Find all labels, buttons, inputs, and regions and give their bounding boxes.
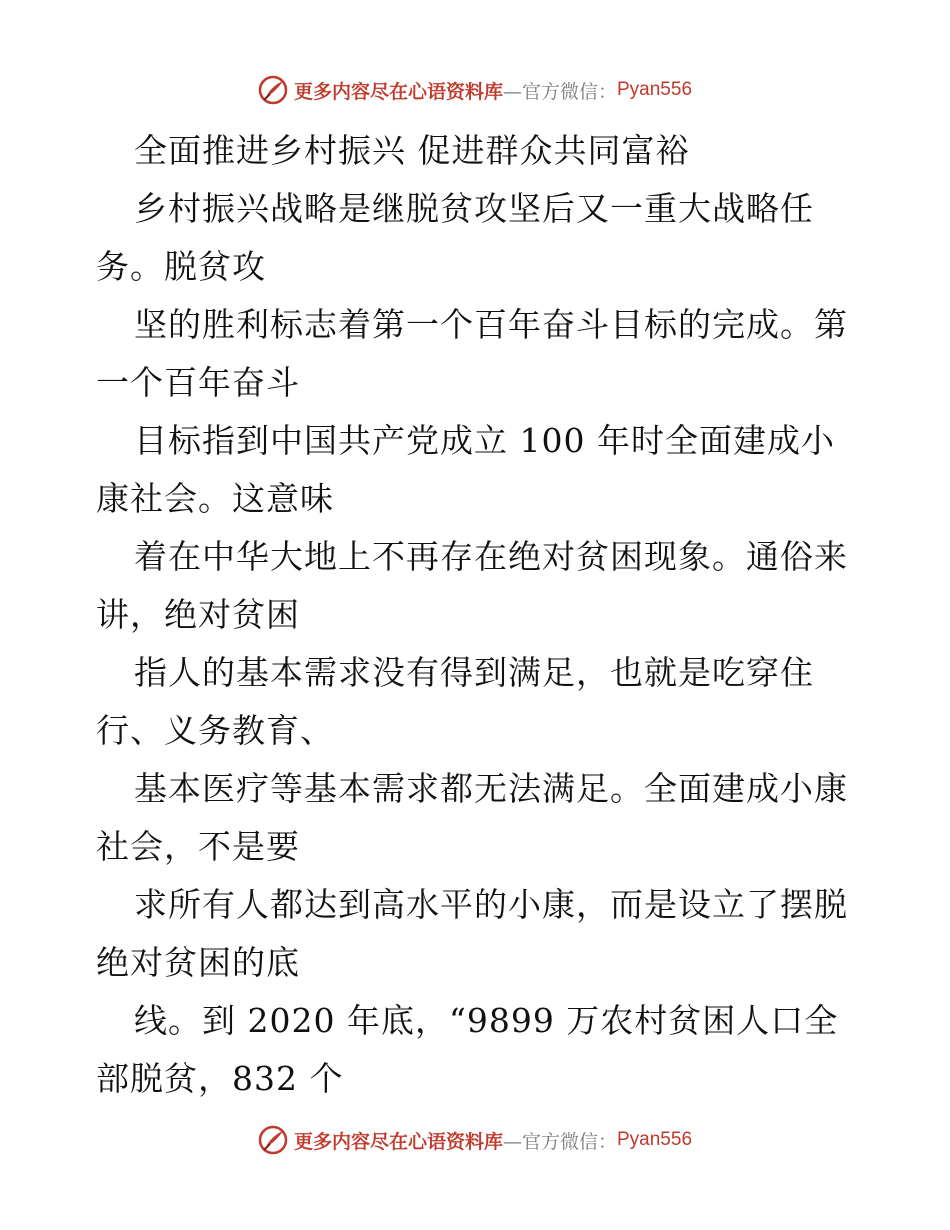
text-line: 坚的胜利标志着第一个百年奋斗目标的完成。第 bbox=[134, 305, 848, 344]
document-body bbox=[96, 122, 866, 1108]
wechat-id: Pyan556 bbox=[617, 79, 693, 100]
text-line: 线。到 2020 年底，“9899 万农村贫困人口全 bbox=[134, 1001, 839, 1040]
text-line: 一个百年奋斗 bbox=[96, 363, 300, 402]
text-line: 讲，绝对贫困 bbox=[96, 595, 300, 634]
wechat-label: —官方微信： bbox=[502, 1130, 617, 1153]
text-line: 求所有人都达到高水平的小康，而是设立了摆脱 bbox=[134, 885, 848, 924]
text-line: 基本医疗等基本需求都无法满足。全面建成小康 bbox=[134, 769, 848, 808]
header-banner bbox=[0, 70, 950, 110]
text-line: 康社会。这意味 bbox=[96, 479, 334, 518]
document-title: 全面推进乡村振兴 促进群众共同富裕 bbox=[134, 131, 690, 170]
text-line: 部脱贫，832 个 bbox=[96, 1059, 344, 1098]
text-line: 社会，不是要 bbox=[96, 827, 300, 866]
text-line: 着在中华大地上不再存在绝对贫困现象。通俗来 bbox=[134, 537, 848, 576]
feather-pen-icon bbox=[258, 75, 288, 105]
text-line: 指人的基本需求没有得到满足，也就是吃穿住 bbox=[134, 653, 814, 692]
footer-banner bbox=[0, 1120, 950, 1160]
text-line: 乡村振兴战略是继脱贫攻坚后又一重大战略任 bbox=[134, 189, 814, 228]
text-line: 绝对贫困的底 bbox=[96, 943, 300, 982]
text-line: 目标指到中国共产党成立 100 年时全面建成小 bbox=[134, 421, 835, 460]
wechat-label: —官方微信： bbox=[502, 80, 617, 103]
promo-text: 更多内容尽在心语资料库 bbox=[293, 1130, 503, 1153]
text-line: 行、义务教育、 bbox=[96, 711, 334, 750]
text-line: 务。脱贫攻 bbox=[96, 247, 266, 286]
feather-pen-icon bbox=[258, 1125, 288, 1155]
promo-text: 更多内容尽在心语资料库 bbox=[293, 80, 503, 103]
wechat-id: Pyan556 bbox=[617, 1129, 693, 1150]
